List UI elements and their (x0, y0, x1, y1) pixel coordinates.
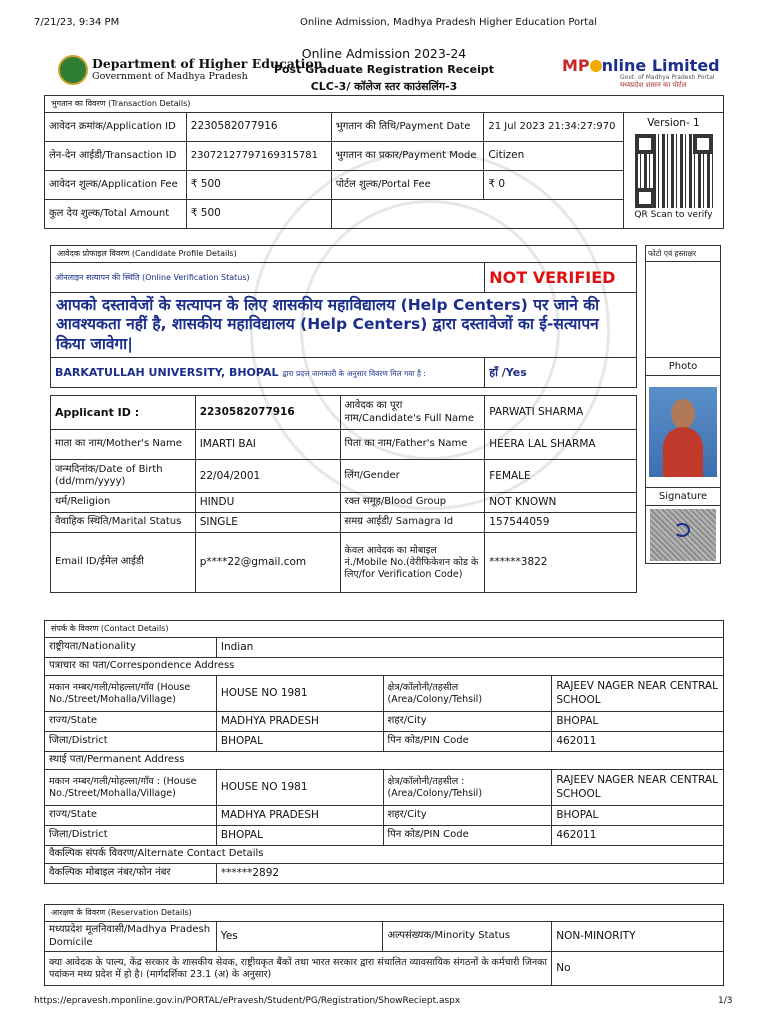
pin-value: 462011 (552, 732, 724, 752)
employee-answer: No (552, 952, 724, 986)
perm-city-value: BHOPAL (552, 806, 724, 826)
perm-pin-label: पिन कोड/PIN Code (383, 826, 552, 846)
mponline-logo: MP nline Limited (562, 56, 720, 75)
photo-label: Photo (646, 358, 721, 376)
religion-label: धर्म/Religion (51, 493, 196, 513)
verif-label: ऑनलाइन सत्यापन की स्थिति (Online Verification Status) (51, 263, 485, 293)
transaction-table (44, 95, 724, 229)
perm-area-value: RAJEEV NAGER NEAR CENTRAL SCHOOL (552, 770, 724, 806)
govt-name: Government of Madhya Pradesh (92, 71, 248, 82)
photo-table (645, 245, 721, 564)
app-id-value: 2230582077916 (186, 113, 331, 142)
counselling-title: CLC-3/ कॉलेज स्तर काउंसलिंग-3 (310, 80, 458, 93)
txn-id-label: लेन-देन आईडी/Transaction ID (45, 142, 187, 171)
gender-value: FEMALE (485, 460, 637, 493)
district-value: BHOPAL (216, 732, 383, 752)
candidate-photo (649, 387, 717, 477)
city-label: शहर/City (383, 712, 552, 732)
state-value: MADHYA PRADESH (216, 712, 383, 732)
applicant-id-label: Applicant ID : (51, 396, 196, 430)
mother-label: माता का नाम/Mother's Name (51, 430, 196, 460)
area-label: क्षेत्र/कॉलोनी/तहसील (Area/Colony/Tehsil) (383, 676, 552, 712)
alt-mobile-label: वैकल्पिक मोबाइल नंबर/फोन नंबर (45, 864, 217, 884)
blood-value: NOT KNOWN (485, 493, 637, 513)
corr-heading: पत्राचार का पता/Correspondence Address (45, 658, 724, 676)
print-datetime: 7/21/23, 9:34 PM (34, 17, 120, 28)
transaction-heading: भुगतान का विवरण (Transaction Details) (45, 96, 724, 113)
txn-id-value: 23072127797169315781 (186, 142, 331, 171)
pay-mode-value: Citizen (484, 142, 624, 171)
applicant-id-value: 2230582077916 (195, 396, 340, 430)
blood-label: रक्त समूह/Blood Group (340, 493, 485, 513)
perm-house-value: HOUSE NO 1981 (216, 770, 383, 806)
version-label: Version- 1 (647, 117, 700, 129)
receipt-title: Post Graduate Registration Receipt (273, 63, 495, 76)
app-id-label: आवेदन क्रमांक/Application ID (45, 113, 187, 142)
print-page-number: 1/3 (718, 996, 733, 1006)
contact-heading: संपर्क के विवरण (Contact Details) (45, 621, 724, 638)
pay-mode-label: भुगतान का प्रकार/Payment Mode (331, 142, 484, 171)
signature-label: Signature (646, 488, 721, 506)
mother-value: IMARTI BAI (195, 430, 340, 460)
pay-date-value: 21 Jul 2023 21:34:27:970 (484, 113, 624, 142)
photo-heading: फोटो एवं हस्ताक्षर (646, 246, 721, 262)
state-label: राज्य/State (45, 712, 217, 732)
area-value: RAJEEV NAGER NEAR CENTRAL SCHOOL (552, 676, 724, 712)
portal-fee-value: ₹ 0 (484, 171, 624, 200)
nationality-value: Indian (216, 638, 723, 658)
perm-area-label: क्षेत्र/कॉलोनी/तहसील : (Area/Colony/Tehsil) (383, 770, 552, 806)
perm-district-label: जिला/District (45, 826, 217, 846)
fullname-label: आवेदक का पूरा नाम/Candidate's Full Name (340, 396, 485, 430)
print-url: https://epravesh.mponline.gov.in/PORTAL/ePravesh/Student/PG/Registration/ShowReciept.aspx (34, 996, 461, 1006)
portal-fee-label: पोर्टल शुल्क/Portal Fee (331, 171, 484, 200)
perm-state-value: MADHYA PRADESH (216, 806, 383, 826)
marital-value: SINGLE (195, 513, 340, 533)
father-value: HEERA LAL SHARMA (485, 430, 637, 460)
dob-value: 22/04/2001 (195, 460, 340, 493)
pay-date-label: भुगतान की तिथि/Payment Date (331, 113, 484, 142)
marital-label: वैवाहिक स्थिति/Marital Status (51, 513, 196, 533)
total-label: कुल देय शुल्क/Total Amount (45, 200, 187, 229)
email-label: Email ID/ईमेल आईडी (51, 533, 196, 593)
nationality-label: राष्ट्रीयता/Nationality (45, 638, 217, 658)
minority-value: NON-MINORITY (552, 922, 724, 952)
pin-label: पिन कोड/PIN Code (383, 732, 552, 752)
perm-city-label: शहर/City (383, 806, 552, 826)
university-note: द्वारा प्रदत्त जानकारी के अनुसार विवरण मिल गया है : (282, 368, 426, 378)
employee-question: क्या आवेदक के पाल्य, केंद्र सरकार के शासकीय सेवक, राष्ट्रीयकृत बैंकों तथा भारत सरकार द्वारा संचालित व्यावसायिक संगठनों के कर्मचारी जिनका पदांकन मध्य प्रदेश में हो है। (मार्गदर्शिका 23.1 (अ) के अनुसार) (45, 952, 552, 986)
fullname-value: PARWATI SHARMA (485, 396, 637, 430)
mobile-label: केवल आवेदक का मोबाइल नं./Mobile No.(वेरीफिकेशन कोड के लिए/for Verification Code) (340, 533, 485, 593)
perm-pin-value: 462011 (552, 826, 724, 846)
samagra-label: समग्र आईडी/ Samagra Id (340, 513, 485, 533)
mponline-sub-hindi: मध्यप्रदेश शासन का पोर्टल (620, 81, 687, 89)
father-label: पिता का नाम/Father's Name (340, 430, 485, 460)
contact-table (44, 620, 724, 884)
candidate-signature (650, 509, 716, 561)
email-value: p****22@gmail.com (195, 533, 340, 593)
mponline-sub: Govt. of Madhya Pradesh Portal (620, 74, 715, 81)
samagra-value: 157544059 (485, 513, 637, 533)
domicile-label: मध्यप्रदेश मूलनिवासी/Madhya Pradesh Domicile (45, 922, 217, 952)
app-fee-label: आवेदन शुल्क/Application Fee (45, 171, 187, 200)
dob-label: जन्मदिनांक/Date of Birth (dd/mm/yyyy) (51, 460, 196, 493)
gender-label: लिंग/Gender (340, 460, 485, 493)
reservation-table (44, 904, 724, 986)
print-page-title: Online Admission, Madhya Pradesh Higher Education Portal (300, 17, 598, 28)
dept-name: Department of Higher Education (92, 56, 323, 71)
profile-table (50, 245, 637, 593)
perm-heading: स्थाई पता/Permanent Address (45, 752, 724, 770)
qr-code (635, 134, 713, 208)
minority-label: अल्पसंख्यक/Minority Status (383, 922, 552, 952)
district-label: जिला/District (45, 732, 217, 752)
city-value: BHOPAL (552, 712, 724, 732)
house-label: मकान नम्बर/गली/मोहल्ला/गाँव (House No./Street/Mohalla/Village) (45, 676, 217, 712)
profile-heading: आवेदक प्रोफाइल विवरण (Candidate Profile Details) (51, 246, 637, 263)
perm-state-label: राज्य/State (45, 806, 217, 826)
alt-heading: वैकल्पिक संपर्क विवरण/Alternate Contact Details (45, 846, 724, 864)
qr-caption: QR Scan to verify (634, 210, 713, 221)
house-value: HOUSE NO 1981 (216, 676, 383, 712)
university-answer: हाँ /Yes (485, 358, 637, 388)
mponline-o-icon (590, 60, 602, 72)
perm-district-value: BHOPAL (216, 826, 383, 846)
app-fee-value: ₹ 500 (186, 171, 331, 200)
religion-value: HINDU (195, 493, 340, 513)
alt-mobile-value: ******2892 (216, 864, 723, 884)
verif-status: NOT VERIFIED (485, 263, 637, 293)
domicile-value: Yes (216, 922, 383, 952)
total-value: ₹ 500 (186, 200, 331, 229)
reservation-heading: आरक्षण के विवरण (Reservation Details) (45, 905, 724, 922)
verification-notice: आपको दस्तावेजों के सत्यापन के लिए शासकीय महाविद्यालय (Help Centers) पर जाने की आवश्यकता नहीं है, शासकीय महाविद्यालय (Help Centers) द्वारा दस्तावेजों का ई-सत्यापन किया जावेगा| (51, 293, 637, 358)
mobile-value: ******3822 (485, 533, 637, 593)
page-title: Online Admission 2023-24 (301, 46, 467, 61)
university-name: BARKATULLAH UNIVERSITY, BHOPAL (55, 365, 279, 379)
perm-house-label: मकान नम्बर/गली/मोहल्ला/गाँव : (House No./Street/Mohalla/Village) (45, 770, 217, 806)
